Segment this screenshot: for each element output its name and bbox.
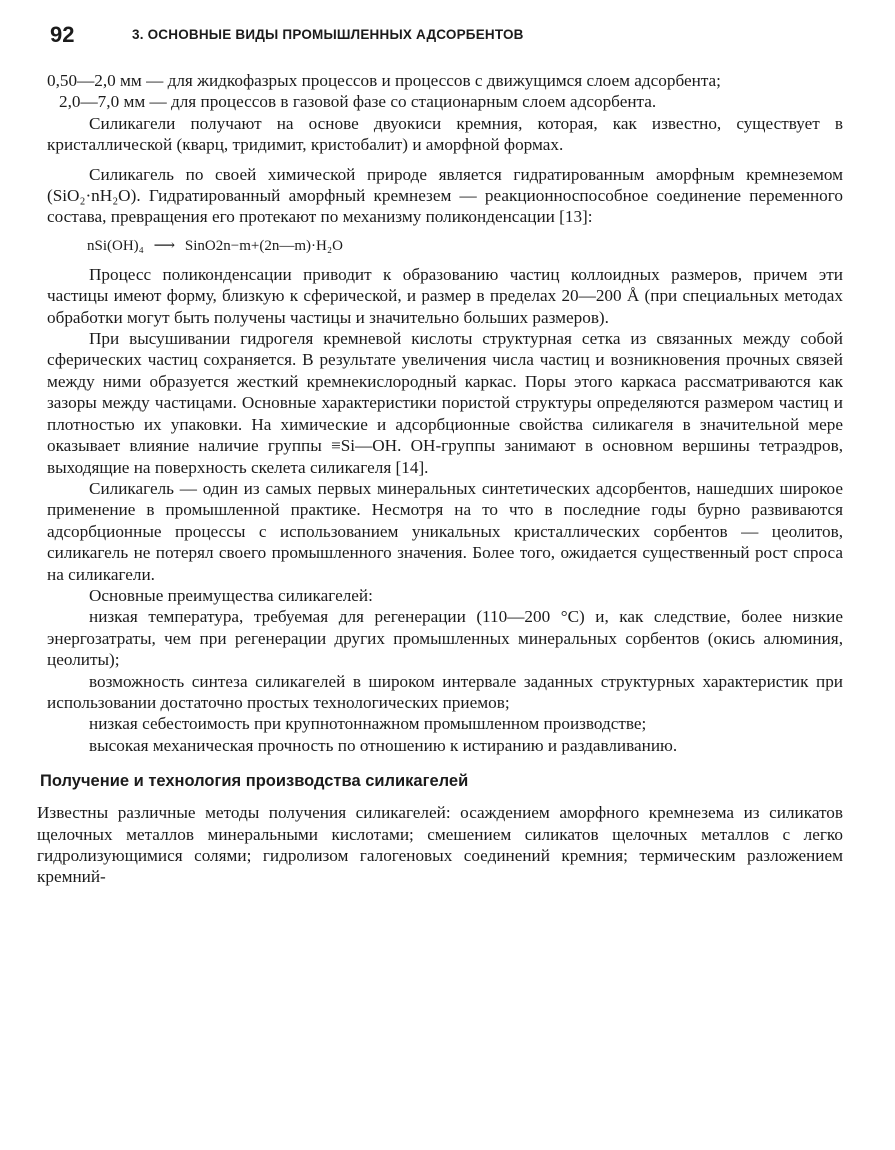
- page-header: [50, 22, 850, 48]
- paragraph-polycondensation: Процесс поликонденсации приводит к образованию частиц коллоидных размеров, причем эти частицы имеют форму, близкую к сферической, и размер в пределах 20—200 Å (при специальных методах обработки могут быть получены частицы и значительно больших размеров).: [47, 264, 843, 327]
- granule-size-range-2: 2,0—7,0 мм — для процессов в газовой фазе со стационарным слоем адсорбента.: [59, 92, 657, 112]
- paragraph-history: Силикагель — один из самых первых минеральных синтетических адсорбентов, нашедших широкое применение в промышленной практике. Несмотря на то что в последние годы бурно развиваются адсорбционные процессы с использованием уникальных кристаллических сорбентов — цеолитов, силикагель не потерял своего промышленного значения. Более того, ожидается существенный рост спроса на силикагели.: [47, 478, 843, 584]
- advantage-low-cost: низкая себестоимость при крупнотоннажном промышленном производстве;: [89, 714, 647, 734]
- page-body: [37, 70, 843, 888]
- formula-reactant: nSi(OH)₄: [87, 237, 144, 254]
- reaction-arrow-icon: ⟶: [153, 237, 176, 254]
- granule-size-range-1: 0,50—2,0 мм — для жидкофазрых процессов и процессов с движущимся слоем адсорбента;: [47, 71, 721, 90]
- polycondensation-formula: [87, 236, 843, 256]
- advantage-low-temperature: низкая температура, требуемая для регенерации (110—200 °C) и, как следствие, более низкие энергозатраты, чем при регенерации других промышленных минеральных сорбентов (окись алюминия, цеолиты);: [47, 607, 843, 670]
- paragraph-drying: При высушивании гидрогеля кремневой кислоты структурная сетка из связанных между собой сферических частиц сохраняется. В результате увеличения числа частиц и возникновения прочных связей между ними образуется жесткий кремнекислородный каркас. Поры этого каркаса рассматриваются как зазоры между частицами. Основные характеристики пористой структуры определяются размером частиц и плотностью их упаковки. На химические и адсорбционные свойства силикагеля в значительной мере оказывает влияние наличие группы ≡Si—OH. OH-группы занимают в основном вершины тетраэдров, выходящие на поверхность скелета силикагеля [14].: [47, 329, 843, 477]
- paragraph-chemical-nature: Силикагель по своей химической природе является гидратированным аморфным кремнеземом (SiO₂·nH₂O). Гидратированный аморфный кремнезем — реакционноспособное соединение переменного состава, превращения его протекают по механизму поликонденсации [13]:: [47, 164, 843, 227]
- section-heading: Получение и технология производства силикагелей: [40, 772, 469, 791]
- paragraph-production-methods: Известны различные методы получения силикагелей: осаждением аморфного кремнезема из силикатов щелочных металлов минеральными кислотами; смешением силикатов щелочных металлов с легко гидролизующимися солями; гидролизом галогеновых соединений кремния; термическим разложением кремний-: [37, 803, 843, 887]
- advantage-strength: высокая механическая прочность по отношению к истиранию и раздавливанию.: [89, 735, 678, 755]
- paragraph-advantages-intro: Основные преимущества силикагелей:: [89, 585, 373, 605]
- formula-products: SinO2n−m+(2n—m)·H₂O: [184, 237, 343, 254]
- advantage-synthesis: возможность синтеза силикагелей в широком интервале заданных структурных характеристик при использовании достаточно простых технологических приемов;: [47, 671, 843, 712]
- running-head: 3. ОСНОВНЫЕ ВИДЫ ПРОМЫШЛЕННЫХ АДСОРБЕНТОВ: [132, 27, 524, 42]
- page-number: 92: [50, 22, 75, 47]
- paragraph-silica-forms: Силикагели получают на основе двуокиси кремния, которая, как известно, существует в кристаллической (кварц, тридимит, кристобалит) и аморфной формах.: [47, 113, 843, 155]
